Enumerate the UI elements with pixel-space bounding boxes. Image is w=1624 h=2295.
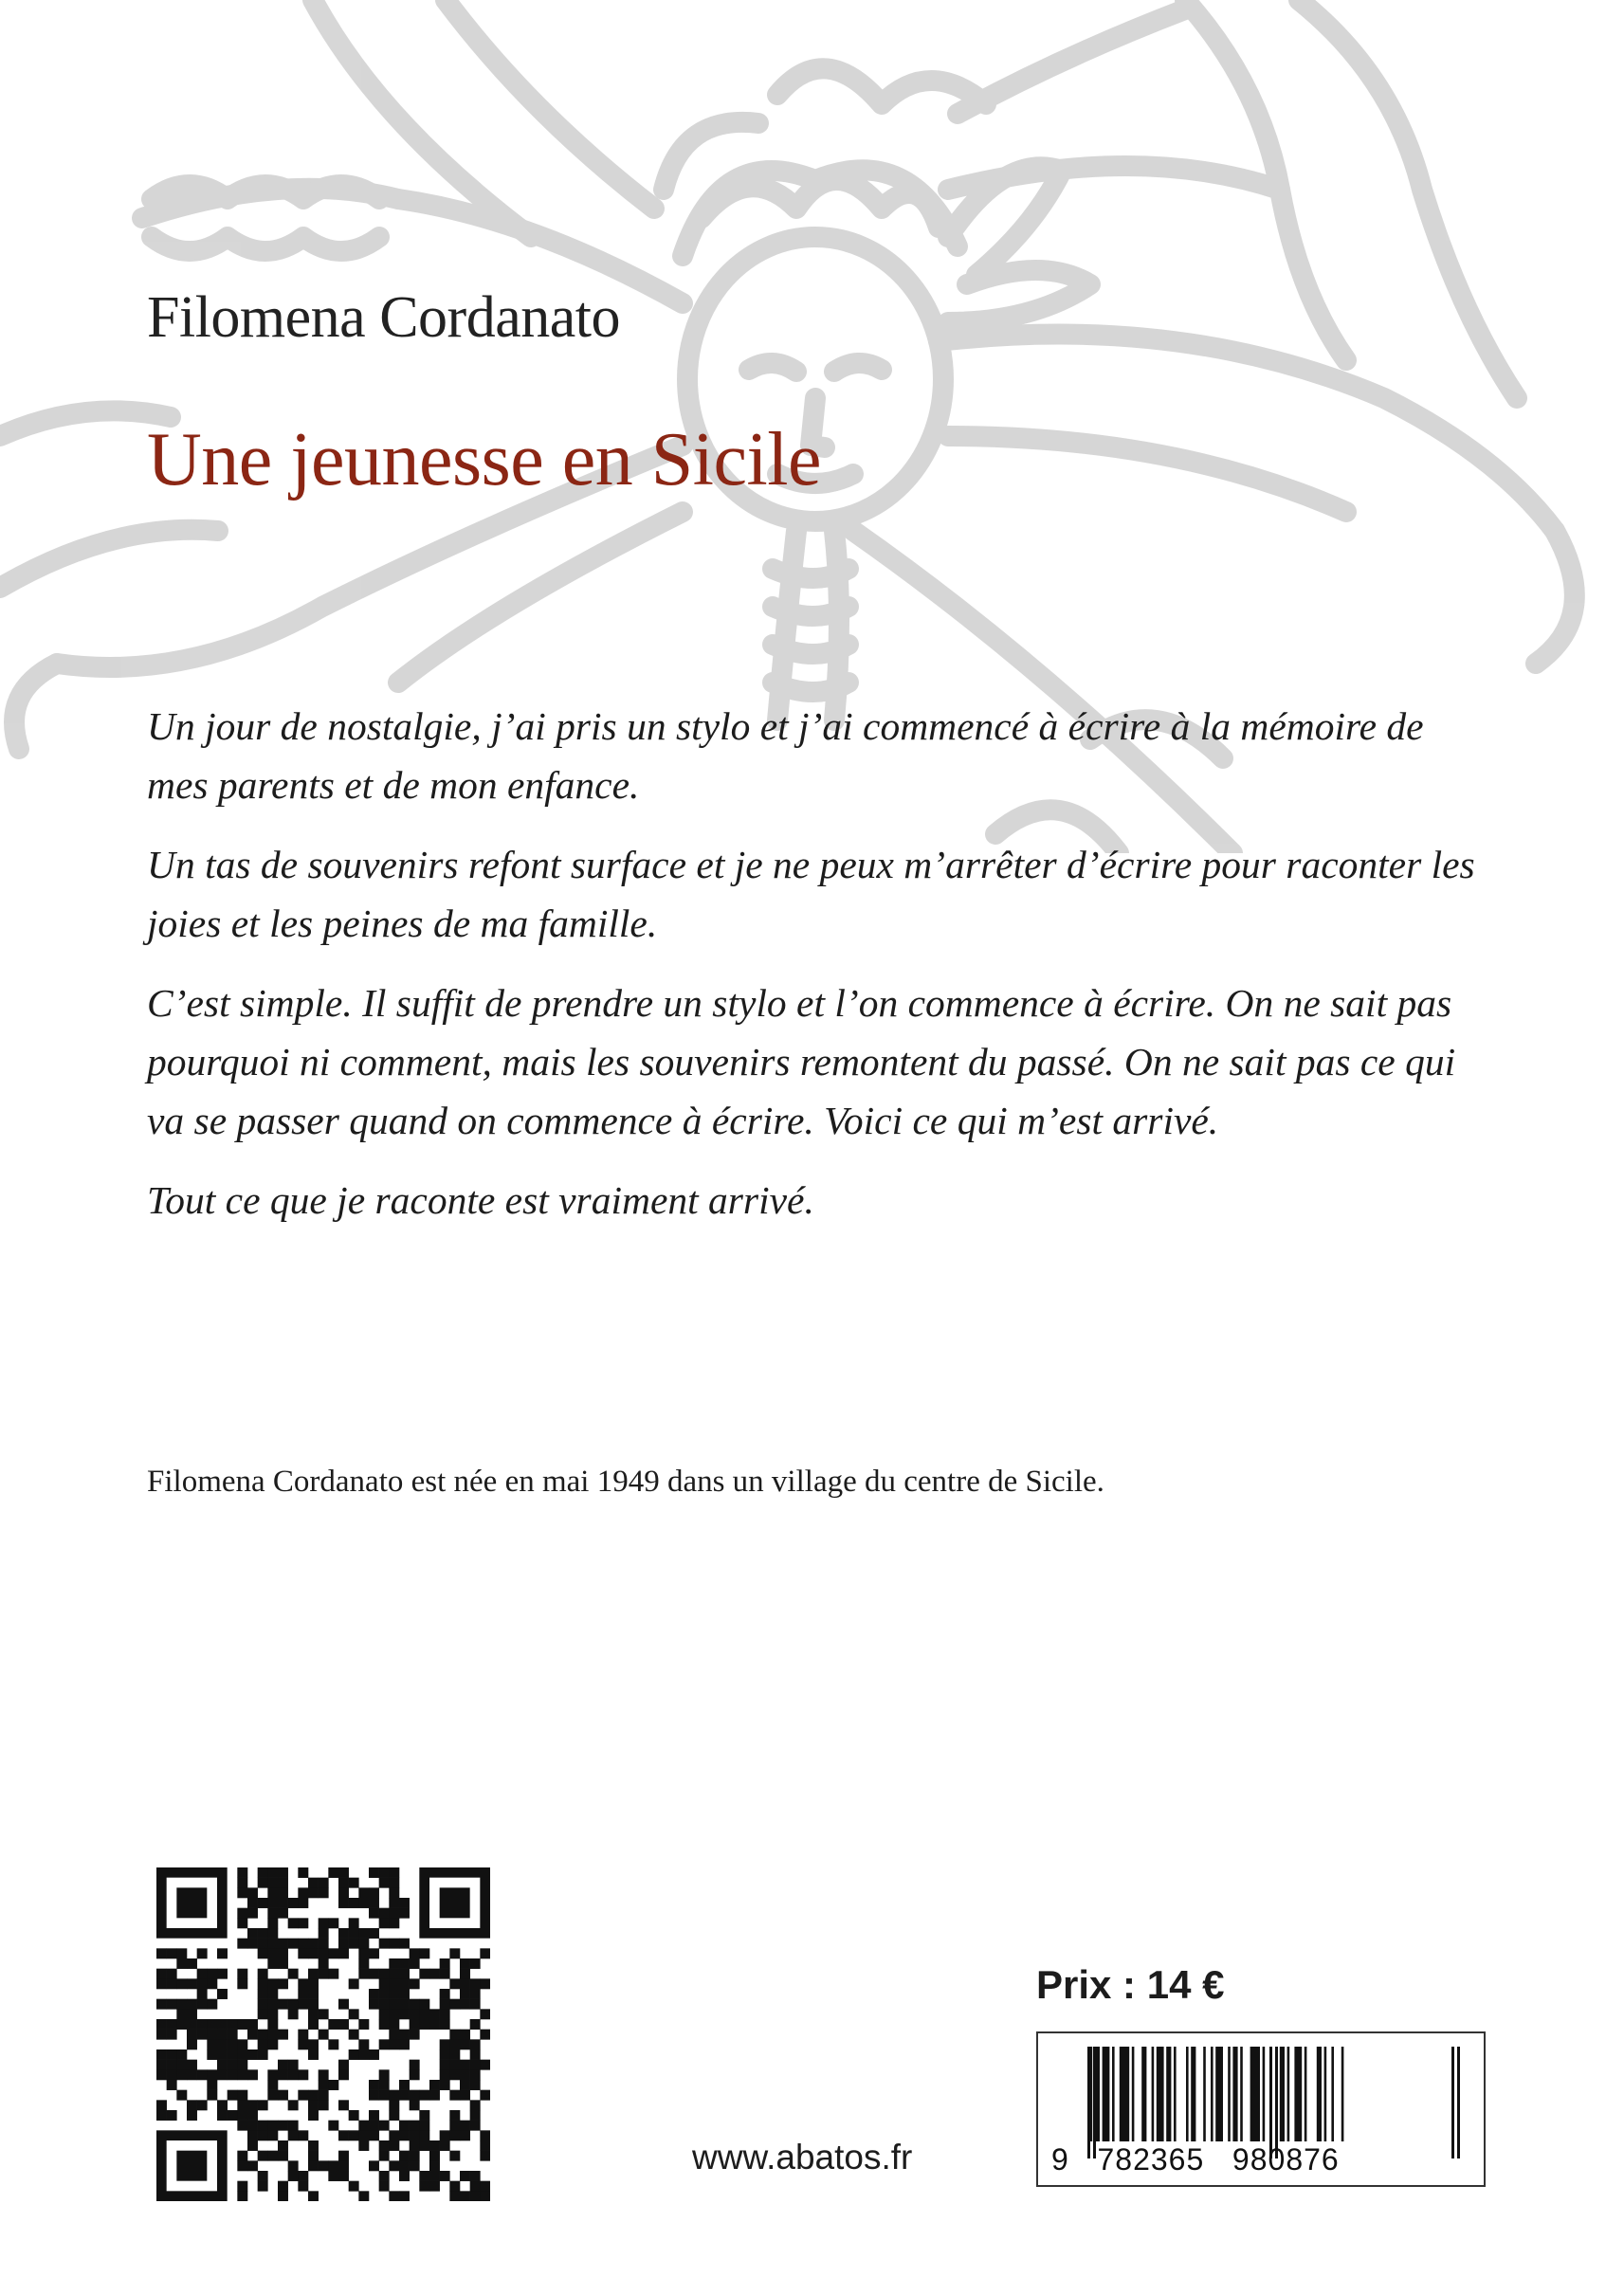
- qr-code-icon: [156, 1867, 490, 2201]
- blurb: [147, 697, 1493, 1250]
- website-link[interactable]: www.abatos.fr: [692, 2138, 913, 2177]
- book-title: Une jeunesse en Sicile: [147, 418, 821, 501]
- barcode: [1036, 2031, 1486, 2187]
- blurb-paragraph: Tout ce que je raconte est vraiment arrivé.: [147, 1178, 814, 1222]
- price-label: Prix : 14 €: [1036, 1962, 1225, 2007]
- blurb-paragraph: Un tas de souvenirs refont surface et je ne peux m’arrêter d’écrire pour raconter les joies et les peines de ma famille.: [147, 843, 1475, 945]
- blurb-paragraph: Un jour de nostalgie, j’ai pris un stylo et j’ai commencé à écrire à la mémoire de mes parents et de mon enfance.: [147, 704, 1424, 807]
- author-name: Filomena Cordanato: [147, 285, 620, 350]
- author-bio: Filomena Cordanato est née en mai 1949 dans un village du centre de Sicile.: [147, 1465, 1104, 1499]
- blurb-paragraph: C’est simple. Il suffit de prendre un stylo et l’on commence à écrire. On ne sait pas pourquoi ni comment, mais les souvenirs remontent du passé. On ne sait pas ce qui va se passer quand on commence à écrire. Voici ce qui m’est arrivé.: [147, 981, 1456, 1142]
- isbn-number: 9 782365 980876: [1051, 2142, 1340, 2177]
